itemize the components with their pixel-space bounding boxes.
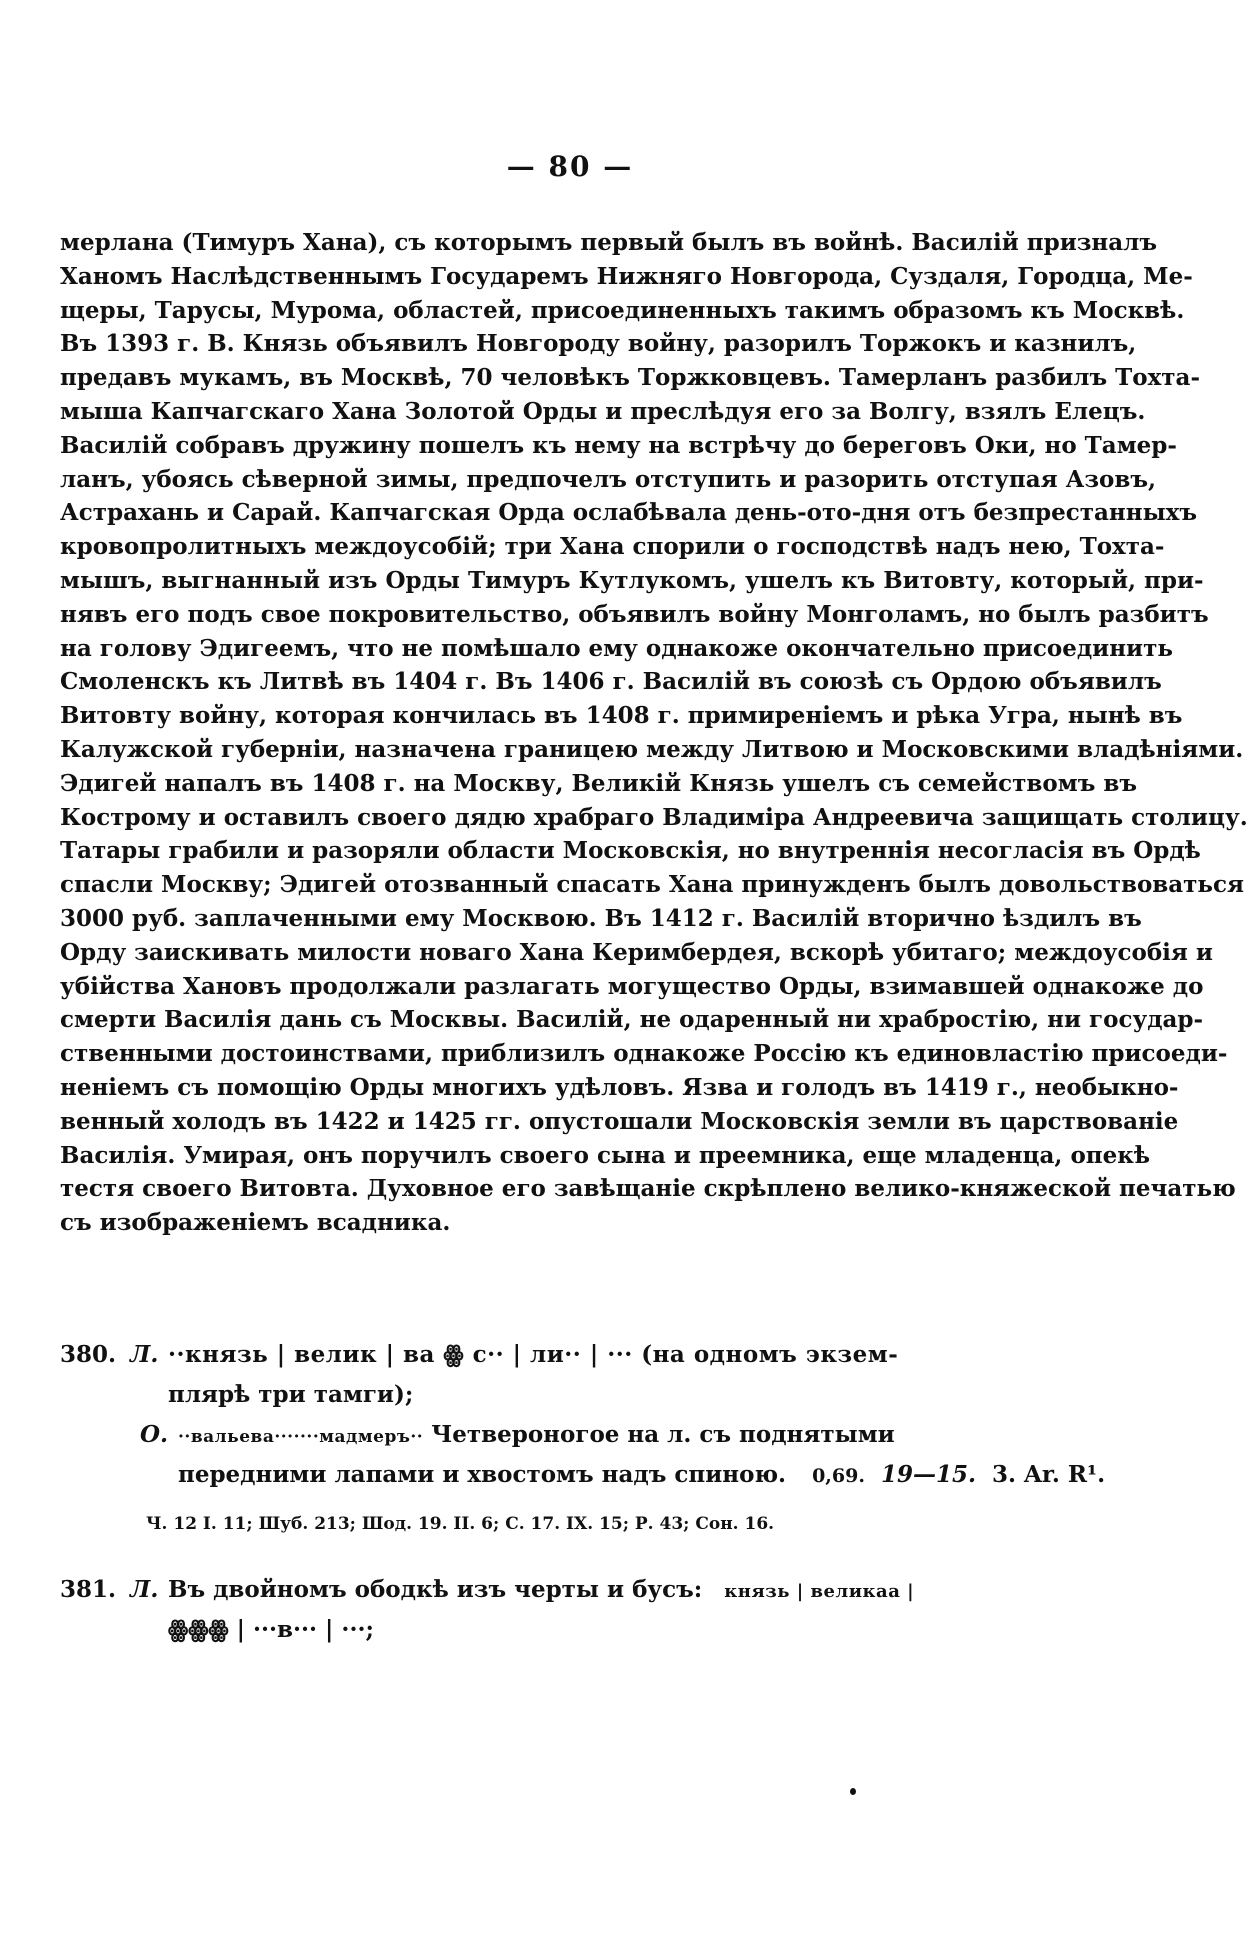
entry-obverse-line (60, 1335, 1060, 1375)
coin-metal-rarity: 3. Ar. R¹. (992, 1461, 1106, 1488)
text-line: смерти Василія дань съ Москвы. Василій, не одаренный ни храбростію, ни государ- (60, 1006, 1204, 1034)
text-line: мышъ, выгнанный изъ Орды Тимуръ Кутлукомъ, ушелъ къ Витовту, который, при- (60, 566, 1204, 594)
text-line: Эдигей напалъ въ 1408 г. на Москву, Великій Князь ушелъ съ семействомъ въ (60, 769, 1138, 797)
text-line: убійства Хановъ продолжали разлагать могущество Орды, взимавшей однакоже до (60, 972, 1204, 1000)
text-line: 3000 руб. заплаченными ему Москвою. Въ 1412 г. Василій вторично ѣздилъ въ (60, 904, 1142, 932)
entry-obverse-continuation: плярѣ три тамги); (168, 1381, 414, 1408)
text-line: Татары грабили и разоряли области Московскія, но внутреннія несогласія въ Ордѣ (60, 837, 1201, 865)
text-line: кровопролитныхъ междоусобій; три Хана спорили о господствѣ надъ нею, Тохта- (60, 533, 1165, 561)
text-line: мыша Капчагскаго Хана Золотой Орды и преслѣдуя его за Волгу, взялъ Елецъ. (60, 397, 1146, 425)
text-line: Витовту войну, которая кончилась въ 1408 г. примиреніемъ и рѣка Угра, нынѣ въ (60, 702, 1183, 730)
text-line: Орду заискивать милости новаго Хана Керимбердея, вскорѣ убитаго; междоусобія и (60, 938, 1213, 966)
main-text-block (60, 226, 1248, 1240)
entry-obverse-continuation: ꙮꙮꙮ | ···в··· | ···; (168, 1616, 374, 1643)
entry-number: 380. (60, 1341, 117, 1368)
text-line: Въ 1393 г. В. Князь объявилъ Новгороду войну, разорилъ Торжокъ и казнилъ, (60, 330, 1137, 358)
text-line: нявъ его подъ свое покровительство, объявилъ войну Монголамъ, но былъ разбитъ (60, 600, 1209, 628)
text-line: Калужской губерніи, назначена границею между Литвою и Московскими владѣніями. (60, 735, 1244, 763)
text-line: щеры, Тарусы, Мурома, областей, присоединенныхъ такимъ образомъ къ Москвѣ. (60, 296, 1185, 324)
catalog-entry-381 (60, 1570, 1060, 1650)
text-line: спасли Москву; Эдигей отозванный спасать Хана принужденъ былъ довольствоваться (60, 871, 1245, 899)
reverse-legend: ··вальева·······мадмеръ·· (178, 1427, 424, 1447)
text-line: Ханомъ Наслѣдственнымъ Государемъ Нижняго Новгорода, Суздаля, Городца, Ме- (60, 262, 1193, 290)
text-line: Астрахань и Сарай. Капчагская Орда ослабѣвала день-ото-дня отъ безпрестанныхъ (60, 499, 1198, 527)
text-line: мерлана (Тимуръ Хана), съ которымъ первый былъ въ войнѣ. Василій призналъ (60, 229, 1158, 256)
text-line: Кострому и оставилъ своего дядю храбраго Владиміра Андреевича защищать столицу. (60, 803, 1248, 831)
text-line: ственными достоинствами, приблизилъ однакоже Россію къ единовластію присоеди- (60, 1040, 1228, 1068)
text-line: на голову Эдигеемъ, что не помѣшало ему однакоже окончательно присоединить (60, 634, 1173, 662)
text-line: Василія. Умирая, онъ поручилъ своего сына и преемника, еще младенца, опекѣ (60, 1141, 1151, 1169)
obverse-legend: князь | великаа | (724, 1581, 915, 1602)
coin-size: 19—15. (880, 1461, 977, 1488)
obverse-label: Л. (130, 1576, 159, 1603)
obverse-legend: ··князь | велик | ва ꙮ с·· | ли·· | ··· (на одномъ экзем- (168, 1341, 899, 1368)
entry-obverse-line (60, 1570, 1060, 1610)
obverse-text: Въ двойномъ ободкѣ изъ черты и бусъ: (168, 1576, 703, 1603)
stray-ink-dot (850, 1788, 856, 1795)
entry-number: 381. (60, 1576, 117, 1603)
text-line: венный холодъ въ 1422 и 1425 гг. опустошали Московскія земли въ царствованіе (60, 1107, 1179, 1135)
text-line: тестя своего Витовта. Духовное его завѣщаніе скрѣплено велико-княжеской печатью (60, 1175, 1236, 1203)
text-line: Смоленскъ къ Литвѣ въ 1404 г. Въ 1406 г. Василій въ союзѣ съ Ордою объявилъ (60, 668, 1162, 696)
reverse-description: Четвероногое на л. съ поднятыми (431, 1421, 895, 1448)
text-line: Василій собравъ дружину пошелъ къ нему на встрѣчу до береговъ Оки, но Тамер- (60, 431, 1177, 459)
obverse-label: Л. (130, 1341, 159, 1368)
reverse-label: О. (140, 1421, 169, 1448)
entry-description-continuation (60, 1455, 1106, 1495)
text-line: неніемъ съ помощію Орды многихъ удѣловъ. Язва и голодъ въ 1419 г., необыкно- (60, 1073, 1179, 1101)
description-text: передними лапами и хвостомъ надъ спиною. (178, 1461, 787, 1488)
reference-list: Ч. 12 I. 11; Шуб. 213; Шод. 19. II. 6; С. 17. IX. 15; Р. 43; Сон. 16. (146, 1514, 775, 1534)
text-line: съ изображеніемъ всадника. (60, 1209, 451, 1237)
catalog-entry-380 (60, 1335, 1106, 1495)
text-line: предавъ мукамъ, въ Москвѣ, 70 человѣкъ Торжковцевъ. Тамерланъ разбилъ Тохта- (60, 364, 1201, 392)
entry-reverse-line (60, 1415, 1060, 1455)
coin-weight: 0,69. (812, 1465, 865, 1487)
page-number: — 80 — (506, 150, 634, 183)
text-line: ланъ, убоясь сѣверной зимы, предпочелъ отступить и разорить отступая Азовъ, (60, 465, 1157, 493)
